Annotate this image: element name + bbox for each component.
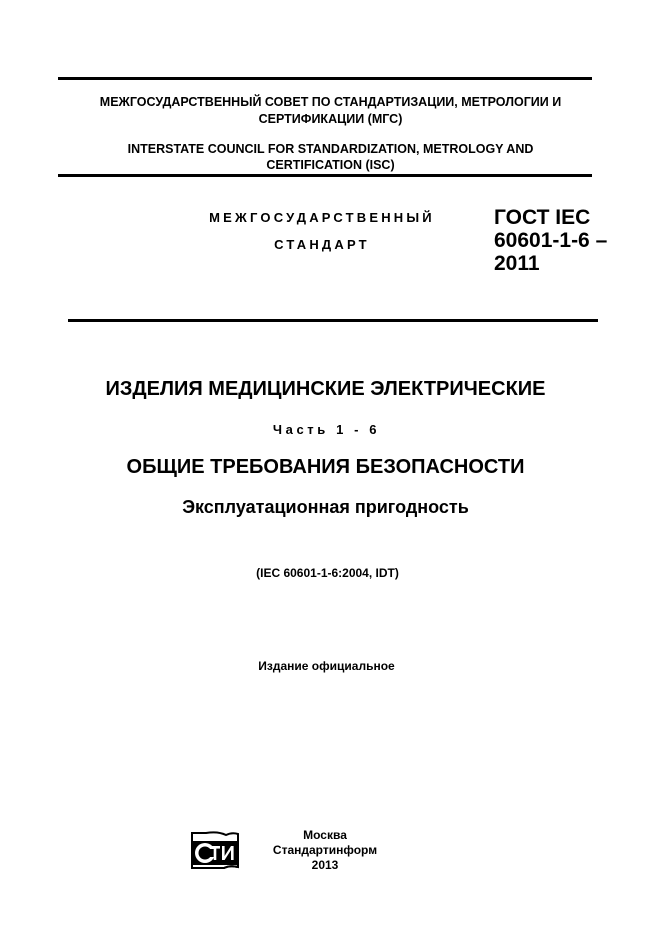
publisher-city: Москва	[303, 828, 347, 842]
council-name-en-line2: CERTIFICATION (ISC)	[266, 158, 395, 172]
standard-designation	[494, 206, 607, 275]
document-heading: ОБЩИЕ ТРЕБОВАНИЯ БЕЗОПАСНОСТИ	[126, 456, 525, 478]
publisher-name: Стандартинформ	[272, 843, 378, 857]
header-rule	[58, 174, 592, 177]
council-name-ru-line2: СЕРТИФИКАЦИИ (МГС)	[258, 112, 403, 126]
iec-reference: (IEC 60601-1-6:2004, IDT)	[256, 566, 399, 580]
publisher-block	[265, 828, 385, 873]
council-name-ru-line1: МЕЖГОСУДАРСТВЕННЫЙ СОВЕТ ПО СТАНДАРТИЗАЦИИ, МЕТРОЛОГИИ И	[99, 95, 562, 109]
designation-line3: 2011	[494, 252, 540, 275]
document-subheading: Эксплуатационная пригодность	[182, 497, 469, 517]
edition-label: Издание официальное	[258, 659, 395, 673]
standard-type-line1: МЕЖГОСУДАРСТВЕННЫЙ	[209, 210, 435, 225]
council-name-en-line1: INTERSTATE COUNCIL FOR STANDARDIZATION, METROLOGY AND	[127, 142, 534, 156]
designation-line2: 60601-1-6 –	[494, 229, 608, 252]
publication-year: 2013	[311, 858, 339, 872]
document-title: ИЗДЕЛИЯ МЕДИЦИНСКИЕ ЭЛЕКТРИЧЕСКИЕ	[105, 378, 546, 400]
part-label: Часть 1 - 6	[272, 422, 381, 437]
designation-line1: ГОСТ IEC	[494, 206, 591, 229]
standard-type-line2: СТАНДАРТ	[274, 237, 370, 252]
top-rule	[58, 77, 592, 80]
title-rule	[68, 319, 598, 322]
standartinform-logo-icon	[190, 831, 240, 871]
